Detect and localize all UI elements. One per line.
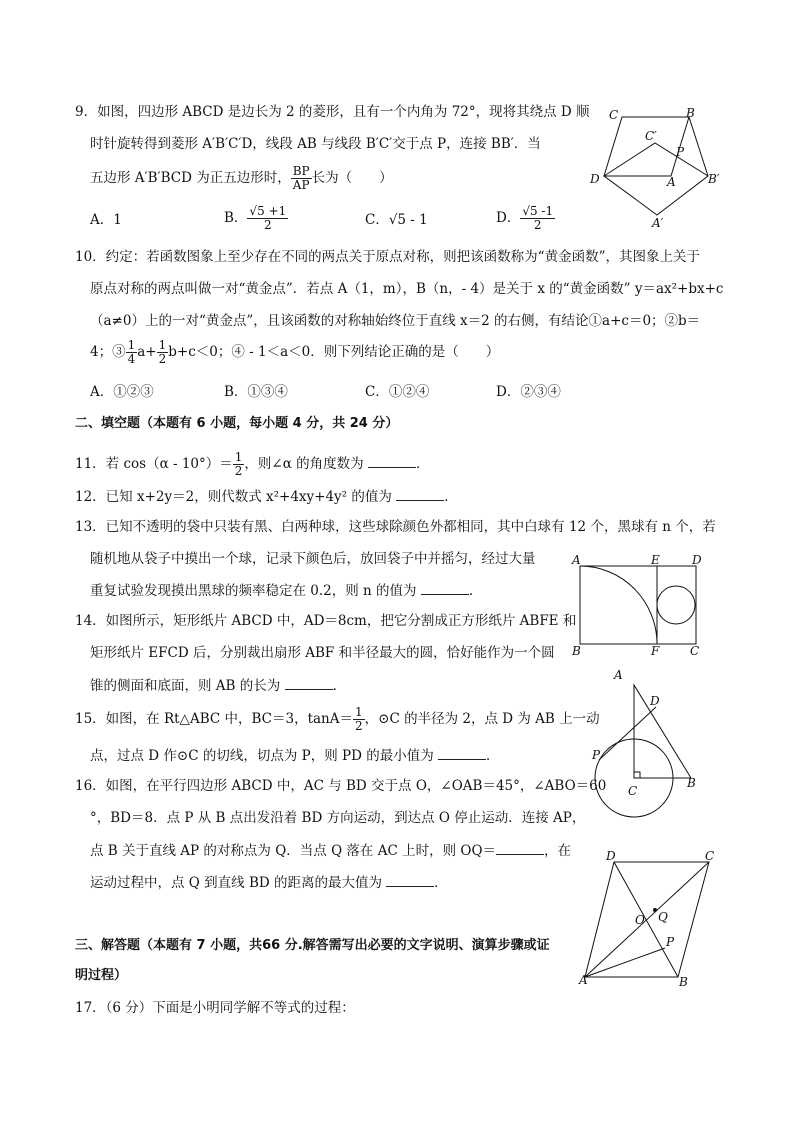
q13-line1: 13．已知不透明的袋中只装有黑、白两种球，这些球除颜色外都相同，其中白球有 12 个，黑球有 n 个，若	[75, 519, 716, 535]
q10-line3: （a≠0）上的一对“黄金点”，且该函数的对称轴始终位于直线 x＝2 的右侧，有结论①a+c＝0；②b＝	[90, 313, 701, 329]
q9-line2: 时针旋转得到菱形 A′B′C′D，线段 AB 与线段 B′C′交于点 P，连接 BB′．当	[90, 136, 541, 152]
q10-option-b: B．①③④	[224, 384, 288, 400]
q17: 17．（6 分）下面是小明同学解不等式的过程：	[75, 1000, 355, 1016]
q14-label-c: C	[690, 644, 700, 658]
q16-label-c: C	[705, 849, 715, 863]
q15-line2: 点，过点 D 作⊙C 的切线，切点为 P，则 PD 的最小值为 ．	[90, 745, 500, 766]
q16-line3: 点 B 关于直线 AP 的对称点为 Q．当点 Q 落在 AC 上时，则 OQ＝ ，在	[90, 840, 571, 861]
q14-label-e: E	[651, 553, 660, 567]
q16-max-distance-blank[interactable]	[386, 872, 434, 887]
q9-label-b-prime: B′	[708, 172, 720, 186]
q15-label-d: D	[650, 694, 660, 708]
q9-rhombus-figure	[585, 105, 725, 230]
q9-line1: 9．如图，四边形 ABCD 是边长为 2 的菱形，且有一个内角为 72°，现将其绕点 D 顺	[75, 104, 590, 120]
q14-label-a: A	[572, 553, 581, 567]
q15-label-c: C	[628, 784, 638, 798]
q14-line2: 矩形纸片 EFCD 后，分别裁出扇形 ABF 和半径最大的圆，恰好能作为一个圆	[90, 645, 555, 661]
q14-line3: 锥的侧面和底面，则 AB 的长为 ．	[90, 675, 346, 696]
q15-label-a: A	[614, 668, 623, 682]
q14-line1: 14．如图所示，矩形纸片 ABCD 中，AD＝8cm，把它分割成正方形纸片 ABFE 和	[75, 613, 577, 629]
q16-label-o: O	[635, 913, 645, 927]
q13-line3: 重复试验发现摸出黑球的频率稳定在 0.2，则 n 的值为 ．	[90, 580, 482, 601]
q16-point-q	[653, 908, 657, 912]
q9-label-d: D	[590, 172, 600, 186]
q14-label-f: F	[651, 644, 660, 658]
section-2-heading: 二、填空题（本题有 6 小题，每小题 4 分，共 24 分）	[75, 416, 399, 431]
q9-label-p: P	[676, 145, 685, 159]
q16-parallelogram-figure	[575, 850, 725, 990]
q15-triangle-figure	[590, 665, 715, 800]
q10-line1: 10．约定：若函数图象上至少存在不同的两点关于原点对称，则把该函数称为“黄金函数”，其图象上关于	[75, 249, 700, 265]
q10-option-a: A．①②③	[90, 384, 154, 400]
q9-label-c-prime: C′	[645, 129, 657, 143]
q16-label-d: D	[606, 849, 616, 863]
q16-line4: 运动过程中，点 Q 到直线 BD 的距离的最大值为 ．	[90, 872, 448, 893]
q15-line1: 15．如图，在 Rt△ABC 中，BC＝3，tanA＝ $\frac{1}{2}$ ，⊙C 的半径为 2，点 D 为 AB 上一动	[75, 705, 600, 733]
q14-label-b: B	[572, 644, 581, 658]
q15-answer-blank[interactable]	[438, 745, 486, 760]
q16-label-a: A	[579, 973, 588, 987]
q9-option-a: A．1	[90, 212, 122, 228]
q16-line1: 16．如图，在平行四边形 ABCD 中，AC 与 BD 交于点 O，∠OAB＝45°，∠ABO＝60	[75, 778, 607, 794]
q12: 12．已知 x+2y＝2，则代数式 x²+4xy+4y² 的值为 ．	[75, 486, 458, 507]
q16-label-p: P	[666, 935, 675, 949]
q11-answer-blank[interactable]	[368, 453, 416, 468]
q15-label-b: B	[687, 776, 696, 790]
q9-fraction: $\frac{BP}{AP}$	[292, 164, 310, 192]
q16-label-b: B	[679, 975, 688, 989]
q10-option-c: C．①②④	[365, 384, 430, 400]
q9-option-b: B． $\frac{√5 +1}{2}$	[224, 204, 287, 232]
q9-label-a-prime: A′	[652, 216, 664, 230]
q9-line3-end: 长为（ ）	[311, 170, 393, 186]
q9-label-b: B	[686, 106, 695, 120]
q14-answer-blank[interactable]	[285, 675, 333, 690]
q9-label-c: C	[609, 108, 619, 122]
q10-line4: 4；③ $\frac{1}{4}$ a+ $\frac{1}{2}$ b+c＜0；④ - 1＜a＜0．则下列结论正确的是（ ）	[90, 338, 500, 366]
q13-answer-blank[interactable]	[421, 580, 469, 595]
q16-oq-blank[interactable]	[496, 840, 544, 855]
q9-line3-text: 五边形 A′B′BCD 为正五边形时，	[90, 170, 291, 186]
q10-option-d: D．②③④	[496, 384, 561, 400]
section-3-heading-line2: 明过程）	[75, 968, 128, 983]
q11: 11．若 cos（α - 10°）＝ $\frac{1}{2}$ ，则∠α 的角度数为 ．	[75, 450, 430, 478]
q15-label-p: P	[592, 748, 601, 762]
q14-label-d: D	[692, 553, 702, 567]
q9-option-d: D． $\frac{√5 -1}{2}$	[496, 204, 554, 232]
q9-label-a: A	[667, 175, 676, 189]
q13-line2: 随机地从袋子中摸出一个球，记录下颜色后，放回袋子中并摇匀，经过大量	[90, 551, 536, 567]
q12-answer-blank[interactable]	[396, 486, 444, 501]
q14-rectangle-figure	[570, 552, 710, 657]
q16-line2: °，BD＝8．点 P 从 B 点出发沿着 BD 方向运动，到达点 O 停止运动．连接 AP，	[90, 810, 586, 826]
q10-line2: 原点对称的两点叫做一对“黄金点”．若点 A（1，m），B（n，- 4）是关于 x 的“黄金函数” y＝ax²+bx+c	[90, 281, 724, 297]
q16-label-q: Q	[658, 910, 668, 924]
q9-line3	[90, 165, 393, 192]
section-3-heading-line1: 三、解答题（本题有 7 小题，共66 分.解答需写出必要的文字说明、演算步骤或证	[75, 938, 550, 953]
q9-option-c: C．√5 - 1	[365, 212, 428, 228]
